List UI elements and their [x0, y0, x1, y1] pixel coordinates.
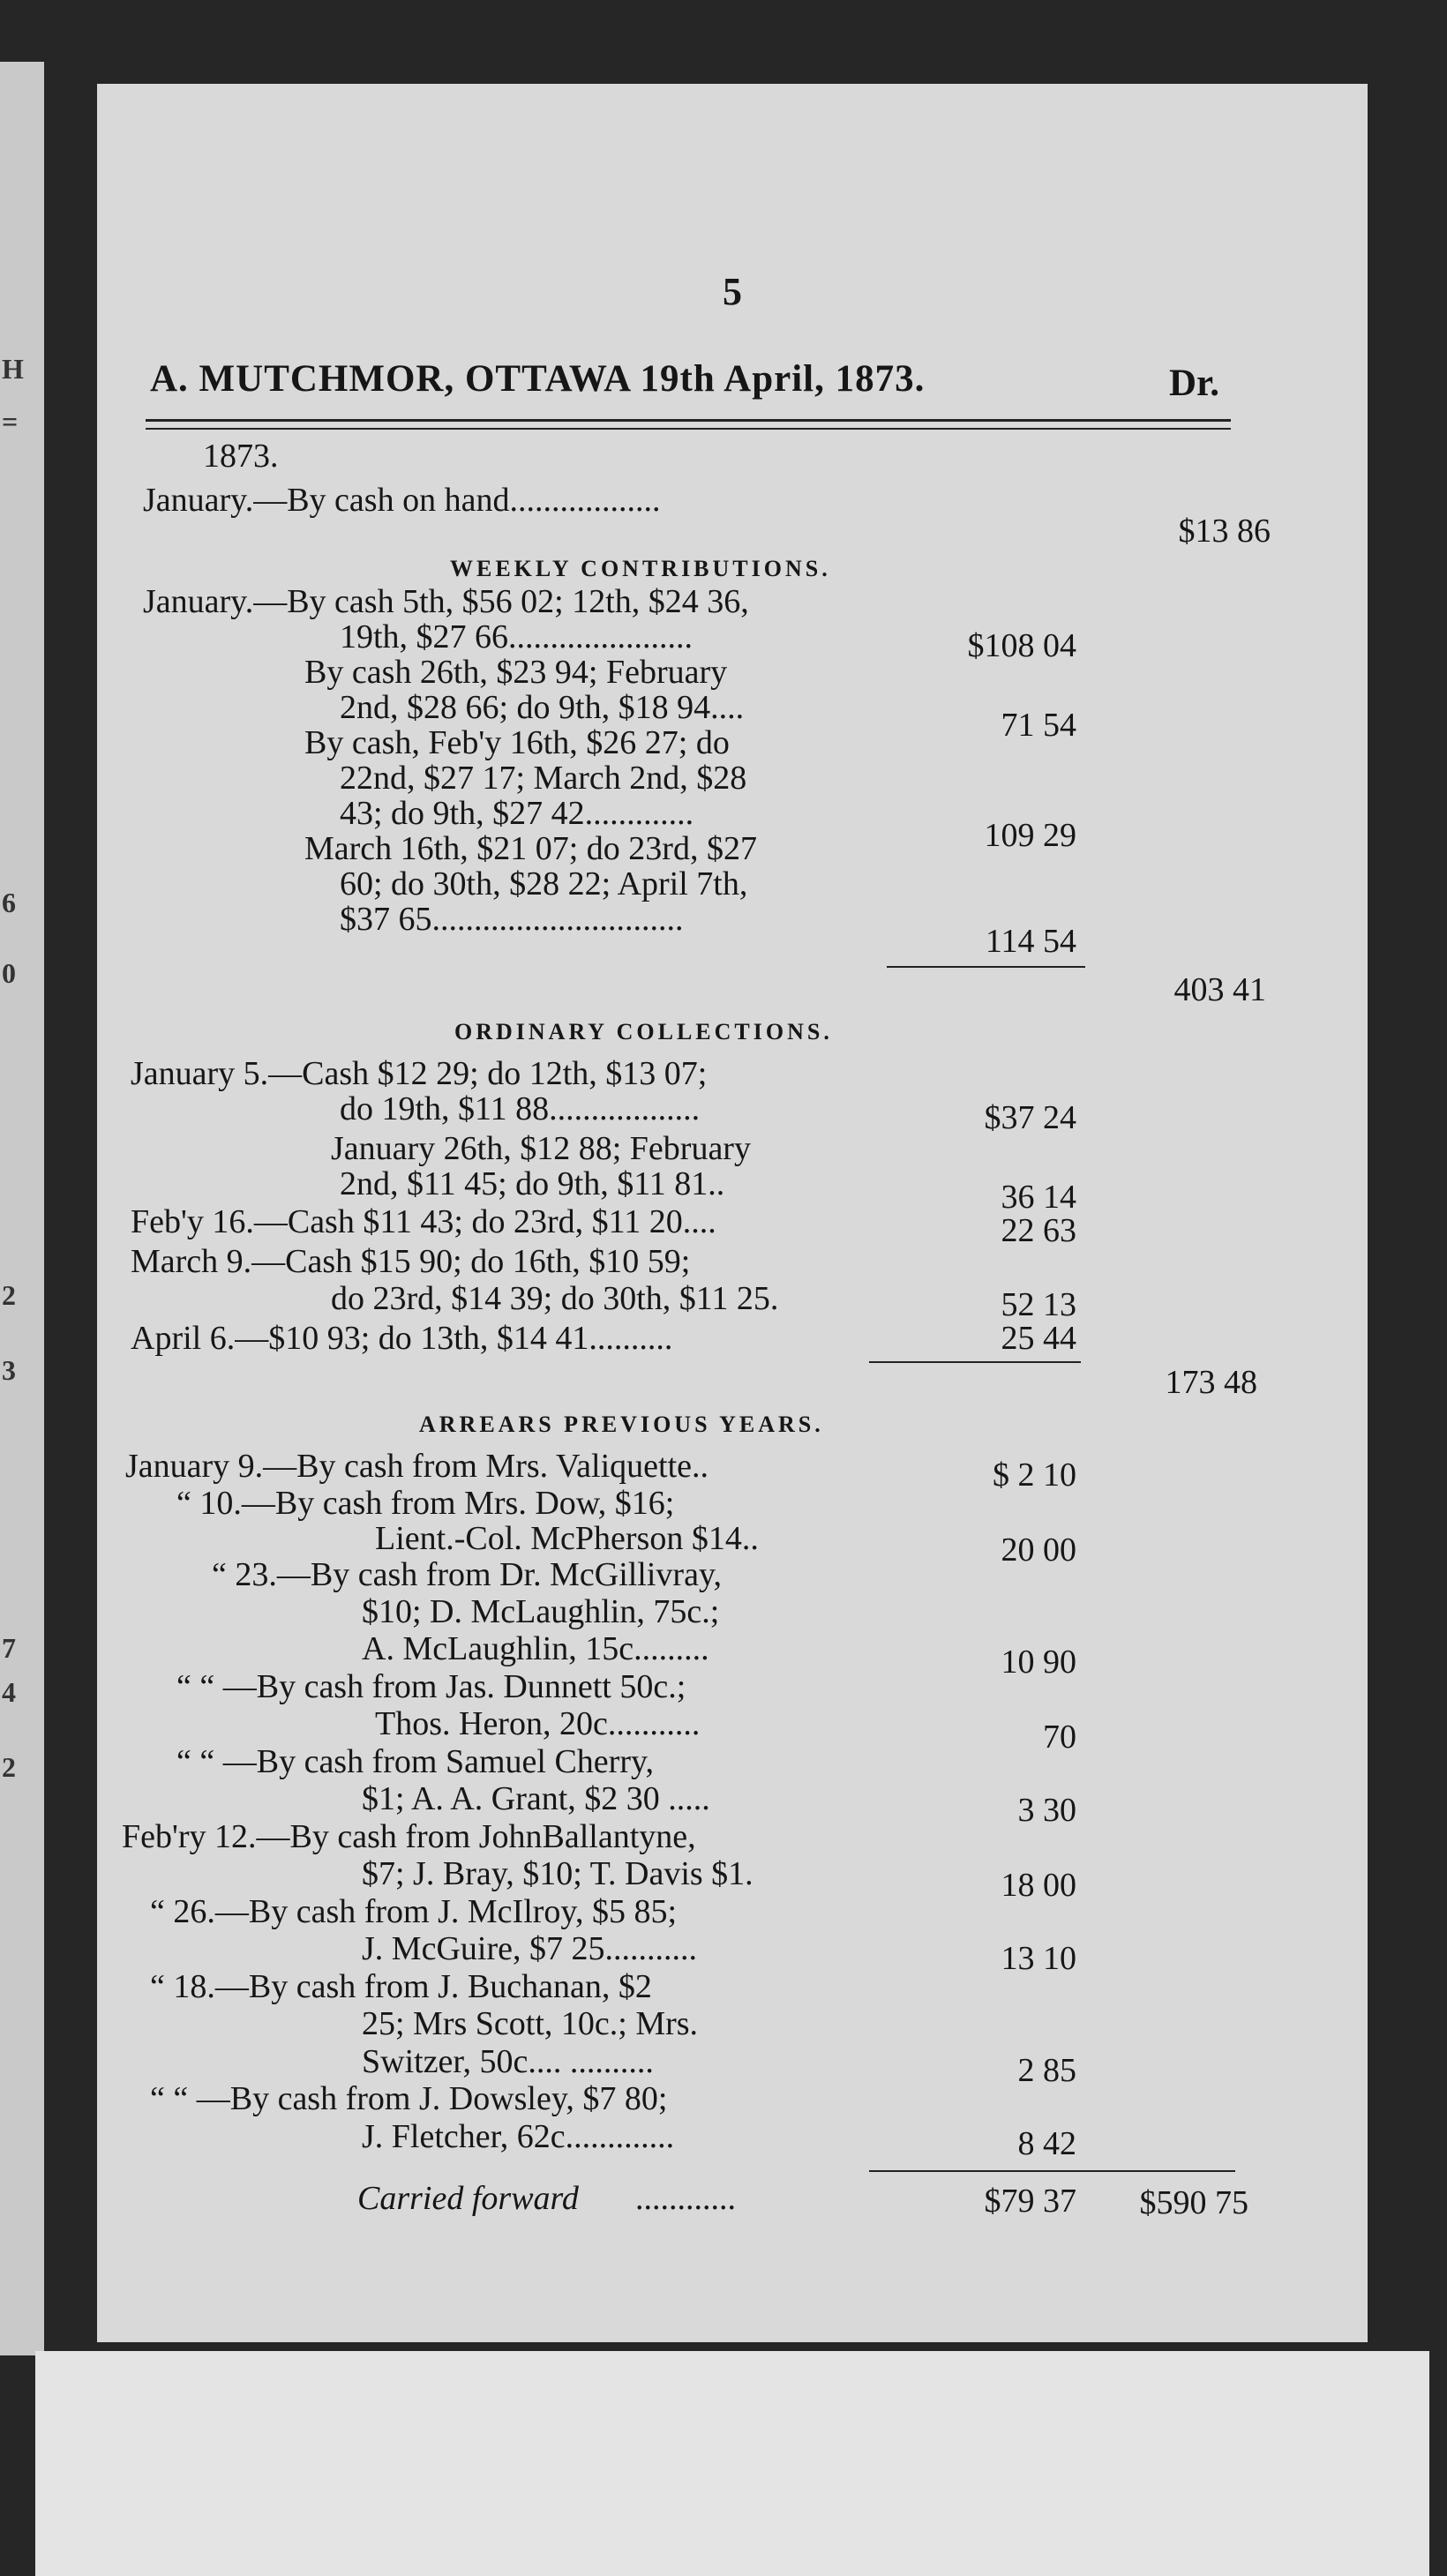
arrears-line: J. Fletcher, 62c.............: [362, 2118, 675, 2155]
arrears-line: Lient.-Col. McPherson $14..: [375, 1520, 759, 1557]
grand-total-rule: [1019, 2170, 1235, 2172]
weekly-line: 22nd, $27 17; March 2nd, $28: [340, 760, 747, 797]
arrears-line: “ “ —By cash from Jas. Dunnett 50c.;: [176, 1668, 686, 1705]
arrears-amount: 3 30: [1017, 1792, 1076, 1829]
ordinary-amount: 22 63: [1001, 1212, 1076, 1249]
weekly-amount: 109 29: [984, 817, 1076, 854]
margin-fragment: 2: [2, 1279, 16, 1311]
debit-label: Dr.: [1169, 363, 1219, 404]
carried-forward-total: $590 75: [1139, 2184, 1248, 2221]
section-heading-weekly: WEEKLY CONTRIBUTIONS.: [450, 556, 831, 581]
arrears-line: “ “ —By cash from J. Dowsley, $7 80;: [150, 2080, 668, 2117]
arrears-line: January 9.—By cash from Mrs. Valiquette..: [125, 1448, 709, 1485]
ordinary-line: do 23rd, $14 39; do 30th, $11 25.: [331, 1280, 779, 1317]
weekly-line: 43; do 9th, $27 42.............: [340, 795, 694, 832]
arrears-line: A. McLaughlin, 15c.........: [362, 1630, 709, 1667]
arrears-line: “ 18.—By cash from J. Buchanan, $2: [150, 1968, 652, 2005]
arrears-line: “ “ —By cash from Samuel Cherry,: [176, 1743, 654, 1780]
arrears-line: $10; D. McLaughlin, 75c.;: [362, 1593, 720, 1630]
weekly-line: 19th, $27 66......................: [340, 618, 694, 655]
header-rule-1: [146, 419, 1231, 422]
margin-fragment: 0: [2, 957, 16, 989]
arrears-line: Thos. Heron, 20c...........: [375, 1705, 701, 1742]
arrears-line: “ 23.—By cash from Dr. McGillivray,: [212, 1556, 722, 1593]
arrears-amount: 70: [1043, 1719, 1076, 1756]
margin-fragment: 3: [2, 1354, 16, 1386]
ordinary-line: April 6.—$10 93; do 13th, $14 41..........: [131, 1320, 673, 1357]
weekly-subtotal-rule: [887, 966, 1085, 968]
page-number: 5: [723, 270, 742, 313]
ordinary-line: 2nd, $11 45; do 9th, $11 81..: [340, 1165, 725, 1202]
ledger-page: [97, 84, 1368, 2342]
arrears-line: 25; Mrs Scott, 10c.; Mrs.: [362, 2005, 699, 2042]
carried-forward-leader: ............: [635, 2180, 736, 2217]
arrears-line: $7; J. Bray, $10; T. Davis $1.: [362, 1855, 753, 1892]
weekly-line: By cash 26th, $23 94; February: [304, 654, 728, 691]
weekly-line: 2nd, $28 66; do 9th, $18 94....: [340, 689, 745, 726]
margin-fragment: 7: [2, 1632, 16, 1664]
arrears-amount: 20 00: [1001, 1531, 1076, 1569]
arrears-amount: 8 42: [1017, 2125, 1076, 2162]
arrears-amount: 2 85: [1017, 2052, 1076, 2089]
ordinary-line: do 19th, $11 88..................: [340, 1090, 701, 1127]
margin-fragment: =: [2, 406, 19, 438]
ordinary-amount: 36 14: [1001, 1179, 1076, 1216]
arrears-amount: $ 2 10: [993, 1456, 1076, 1494]
ordinary-amount: 52 13: [1001, 1286, 1076, 1323]
arrears-line: Switzer, 50c.... ..........: [362, 2043, 654, 2080]
ordinary-amount: 25 44: [1001, 1320, 1076, 1357]
arrears-amount: 13 10: [1001, 1940, 1076, 1977]
arrears-line: “ 10.—By cash from Mrs. Dow, $16;: [176, 1485, 675, 1522]
opening-amount: $13 86: [1178, 513, 1271, 550]
header-rule-2: [146, 428, 1231, 430]
arrears-line: “ 26.—By cash from J. McIlroy, $5 85;: [150, 1893, 677, 1930]
adjacent-page-strip: [0, 62, 44, 2355]
weekly-amount: 71 54: [1001, 707, 1076, 744]
arrears-amount: 10 90: [1001, 1644, 1076, 1681]
page-header-title: A. MUTCHMOR, OTTAWA 19th April, 1873.: [150, 358, 926, 400]
weekly-amount: 114 54: [985, 923, 1076, 960]
ordinary-amount: $37 24: [984, 1099, 1076, 1136]
weekly-line: January.—By cash 5th, $56 02; 12th, $24 36,: [143, 583, 749, 620]
opening-line: January.—By cash on hand..................: [143, 482, 661, 519]
ordinary-line: Feb'y 16.—Cash $11 43; do 23rd, $11 20....: [131, 1203, 716, 1240]
arrears-line: $1; A. A. Grant, $2 30 .....: [362, 1780, 710, 1817]
margin-fragment: 4: [2, 1676, 16, 1708]
section-heading-arrears: ARREARS PREVIOUS YEARS.: [419, 1412, 824, 1437]
year-label: 1873.: [203, 438, 279, 475]
weekly-line: $37 65..............................: [340, 901, 684, 938]
ordinary-line: March 9.—Cash $15 90; do 16th, $10 59;: [131, 1243, 691, 1280]
carried-forward-label: Carried forward: [357, 2180, 579, 2217]
margin-fragment: 6: [2, 887, 16, 918]
margin-fragment: H: [2, 353, 24, 385]
weekly-amount: $108 04: [967, 627, 1076, 664]
section-heading-ordinary: ORDINARY COLLECTIONS.: [454, 1019, 833, 1045]
carried-forward-amount: $79 37: [984, 2183, 1076, 2220]
margin-fragment: 2: [2, 1751, 16, 1783]
weekly-total: 403 41: [1173, 971, 1266, 1008]
bottom-page-edge: [35, 2351, 1429, 2576]
ordinary-total: 173 48: [1165, 1364, 1257, 1401]
arrears-amount: 18 00: [1001, 1867, 1076, 1904]
ordinary-line: January 26th, $12 88; February: [331, 1130, 751, 1167]
ordinary-line: January 5.—Cash $12 29; do 12th, $13 07;: [131, 1055, 708, 1092]
weekly-line: By cash, Feb'y 16th, $26 27; do: [304, 724, 730, 761]
arrears-line: Feb'ry 12.—By cash from JohnBallantyne,: [122, 1818, 696, 1855]
arrears-line: J. McGuire, $7 25...........: [362, 1930, 697, 1967]
weekly-line: March 16th, $21 07; do 23rd, $27: [304, 830, 757, 867]
weekly-line: 60; do 30th, $28 22; April 7th,: [340, 865, 748, 902]
